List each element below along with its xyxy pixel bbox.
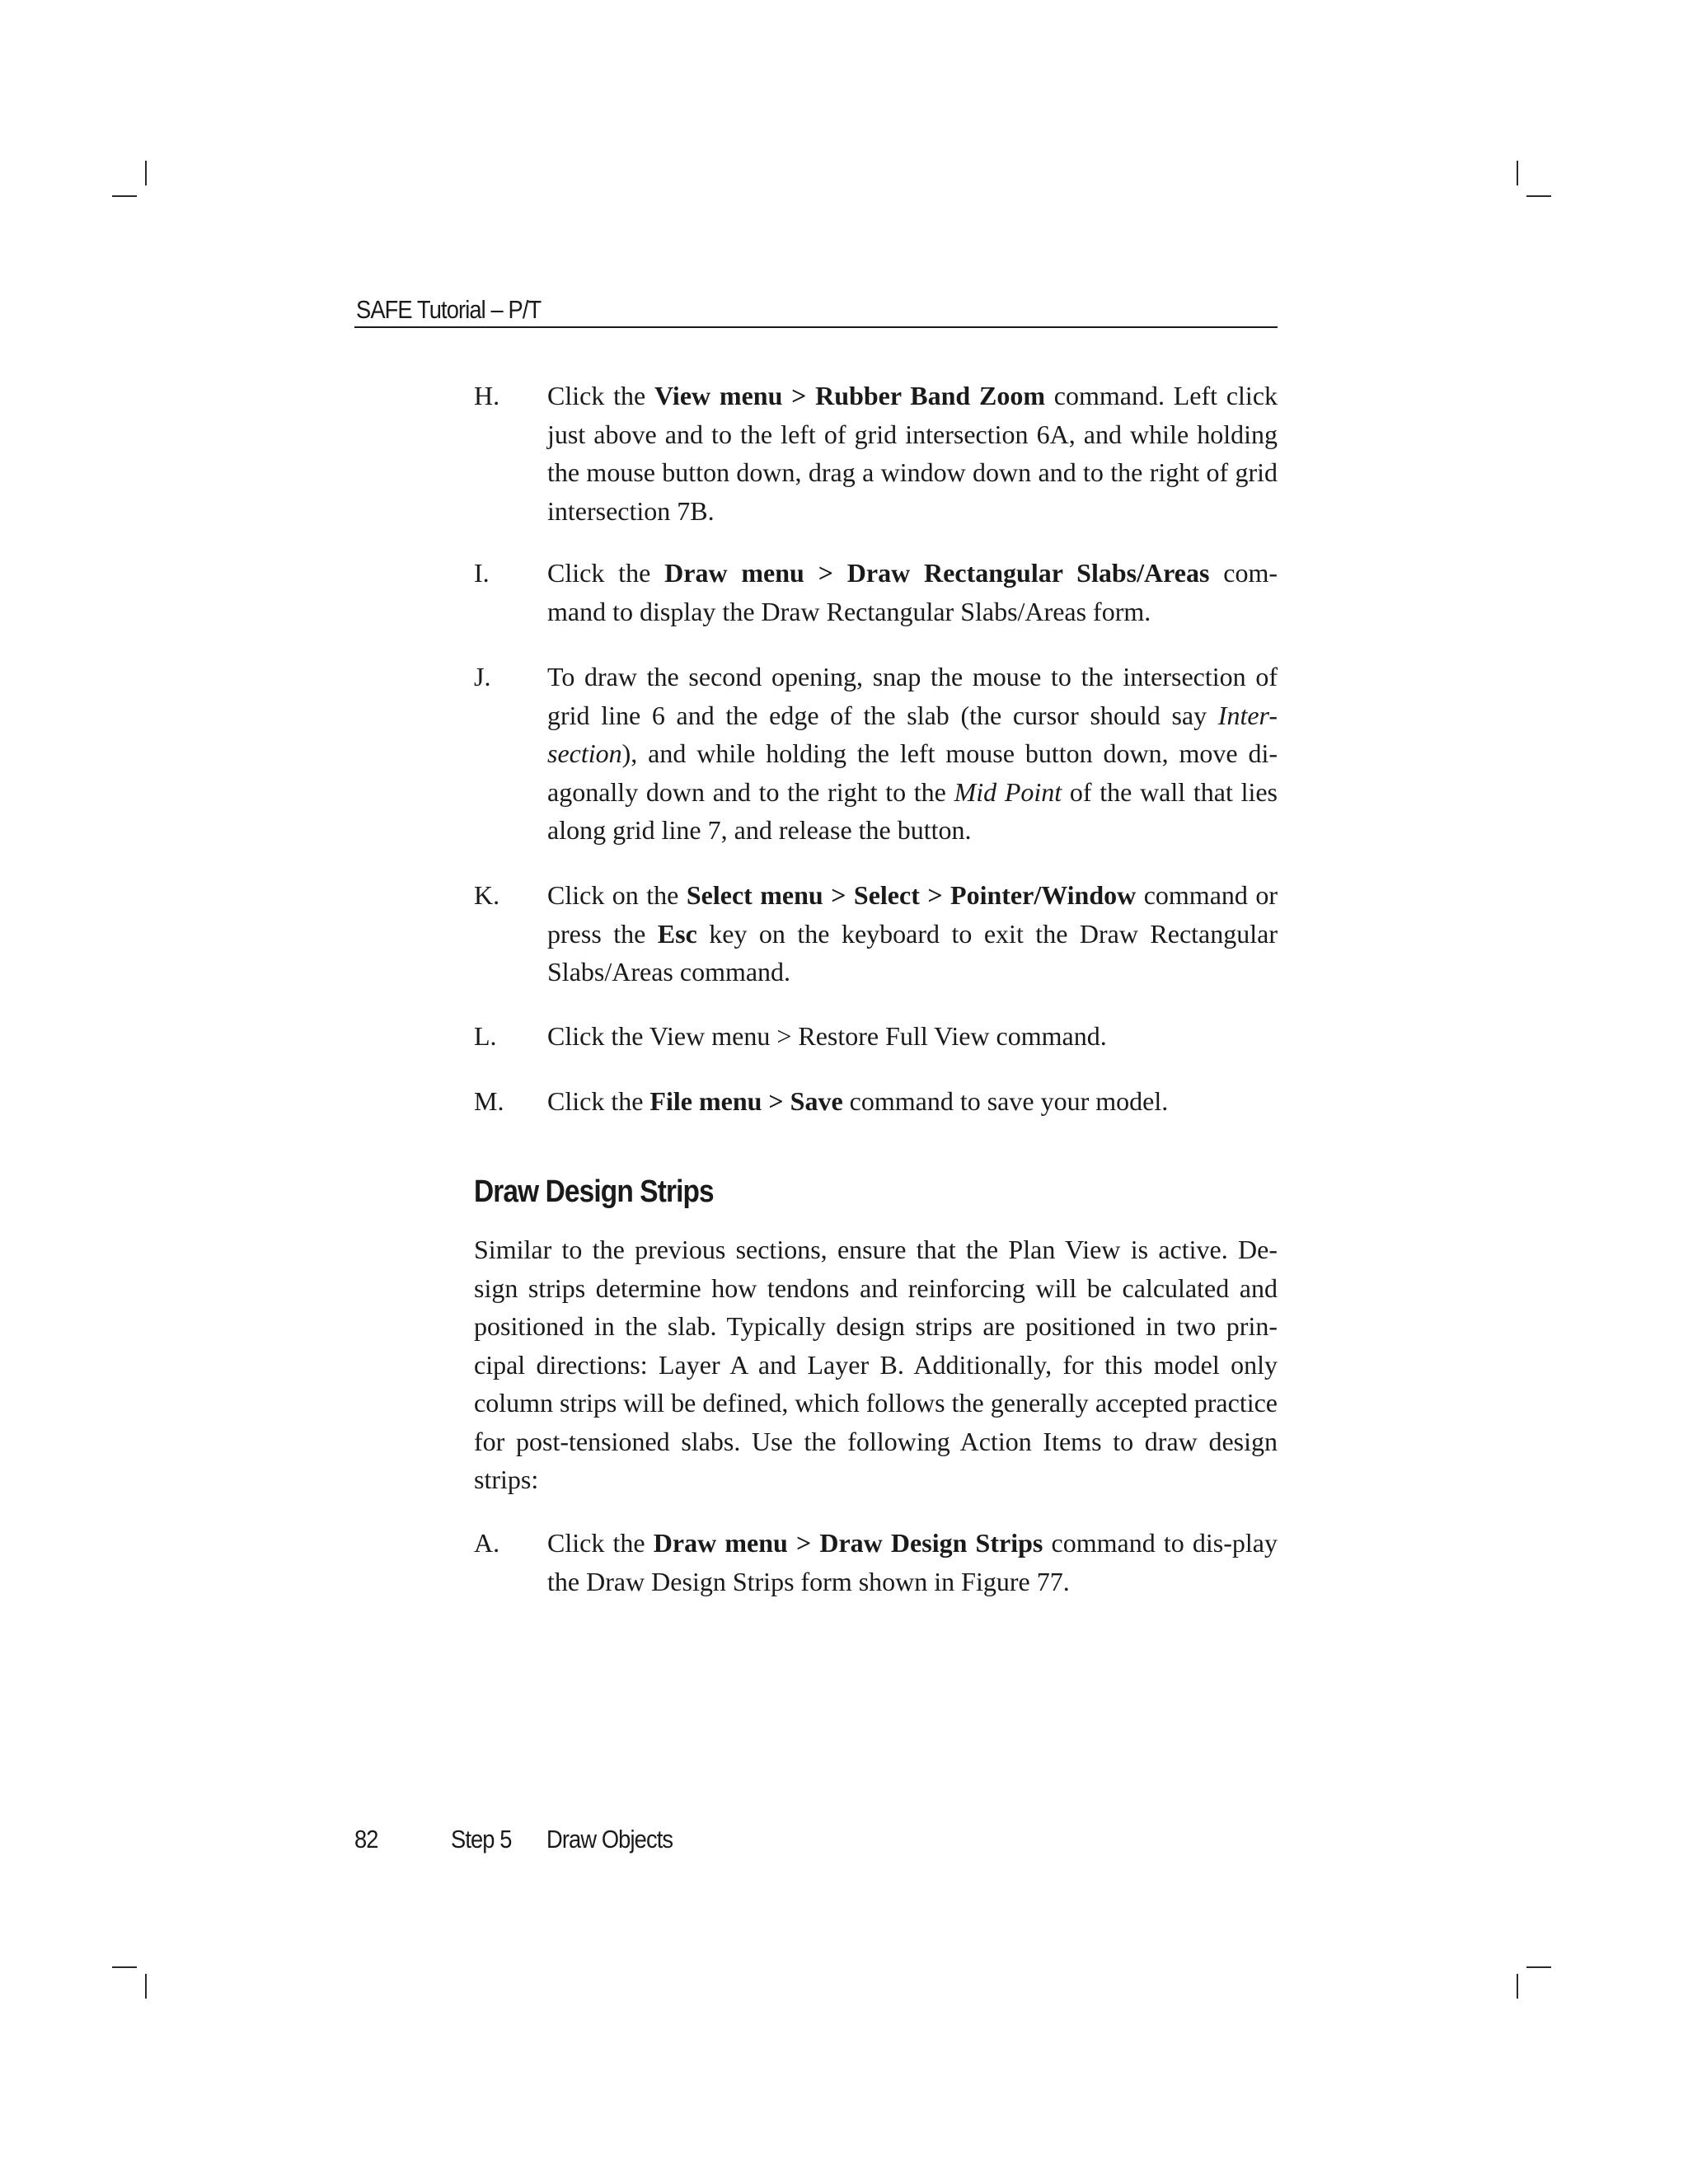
step-text (547, 1082, 1278, 1121)
section-intro-paragraph: Similar to the previous sections, ensure that the Plan View is active. De-sign strips determine how tendons and reinforcing will be calculated and positioned in the slab. Typically design strips are positioned in two prin-cipal directions: Layer A and Layer B. Additionally, for this model only column strips will be defined, which follows the generally accepted practice for post-tensioned slabs. Use the following Action Items to draw design strips: (474, 1235, 1278, 1494)
crop-mark-top-left-horizontal (112, 195, 137, 197)
crop-mark-bottom-left-horizontal (112, 1966, 137, 1968)
body-text-run: Click the (547, 381, 654, 410)
footer-step-label: Step 5 (451, 1825, 512, 1854)
footer-chapter-title: Draw Objects (546, 1825, 673, 1854)
body-text-run: ), and while holding the left mouse button down, move di-agonally down and to the right to the (547, 738, 1278, 807)
step-letter: K. (474, 880, 500, 910)
section-heading: Draw Design Strips (474, 1174, 714, 1209)
step-text (547, 658, 1278, 850)
running-header-title: SAFE Tutorial – P/T (356, 295, 542, 324)
body-text-run: command. Left click just above and to the left of grid intersection 6A, and while holding the mouse button down, drag a window down and to the right of grid intersection 7B. (547, 381, 1278, 526)
crop-mark-bottom-right-horizontal (1526, 1966, 1551, 1968)
step-text (547, 1524, 1278, 1601)
body-text-run: com-mand to display the Draw Rectangular Slabs/Areas form. (547, 558, 1278, 626)
body-text-run: To draw the second opening, snap the mouse to the intersection of grid line 6 and the edge of the slab (the cursor should say (547, 662, 1278, 730)
body-text-run: command to dis-play the Draw Design Strips form shown in Figure 77. (547, 1528, 1278, 1596)
italic-term-text: Inter-section (547, 700, 1278, 768)
step-letter: I. (474, 558, 490, 588)
bold-command-text: Esc (657, 918, 697, 949)
body-text-run: Click the (547, 1528, 654, 1558)
step-text (547, 1017, 1278, 1056)
bold-command-text: Select menu > Select > Pointer/Window (686, 880, 1137, 910)
bold-command-text: Draw menu > Draw Rectangular Slabs/Areas (664, 558, 1210, 588)
body-text-run: command or press the (547, 880, 1278, 949)
body-text-run: key on the keyboard to exit the Draw Rectangular Slabs/Areas command. (547, 918, 1278, 987)
crop-mark-top-right-vertical (1517, 161, 1518, 185)
crop-mark-top-left-vertical (145, 161, 147, 185)
running-header (354, 293, 1278, 328)
bold-command-text: Draw menu > Draw Design Strips (653, 1528, 1043, 1558)
step-letter: L. (474, 1021, 497, 1051)
italic-term-text: Mid Point (954, 776, 1062, 807)
crop-mark-bottom-right-vertical (1517, 1974, 1518, 1999)
step-letter: A. (474, 1528, 500, 1558)
crop-mark-top-right-horizontal (1526, 195, 1551, 197)
body-text-run: Click the (547, 1086, 650, 1116)
body-text-run: of the wall that lies along grid line 7, and release the button. (547, 776, 1278, 845)
bold-command-text: View menu > Rubber Band Zoom (654, 381, 1045, 410)
step-text (547, 554, 1278, 630)
body-text-run: Click the (547, 558, 665, 588)
body-text-run: Click the View menu > Restore Full View command. (547, 1021, 1107, 1051)
step-letter: M. (474, 1086, 504, 1116)
page-number: 82 (354, 1825, 378, 1854)
bold-command-text: File menu > Save (649, 1086, 843, 1116)
step-text (547, 876, 1278, 991)
step-letter: J. (474, 662, 491, 691)
step-text (547, 377, 1278, 530)
body-text-run: Click on the (547, 880, 687, 910)
body-text-run: command to save your model. (842, 1086, 1169, 1116)
step-letter: H. (474, 381, 500, 410)
crop-mark-bottom-left-vertical (145, 1974, 147, 1999)
